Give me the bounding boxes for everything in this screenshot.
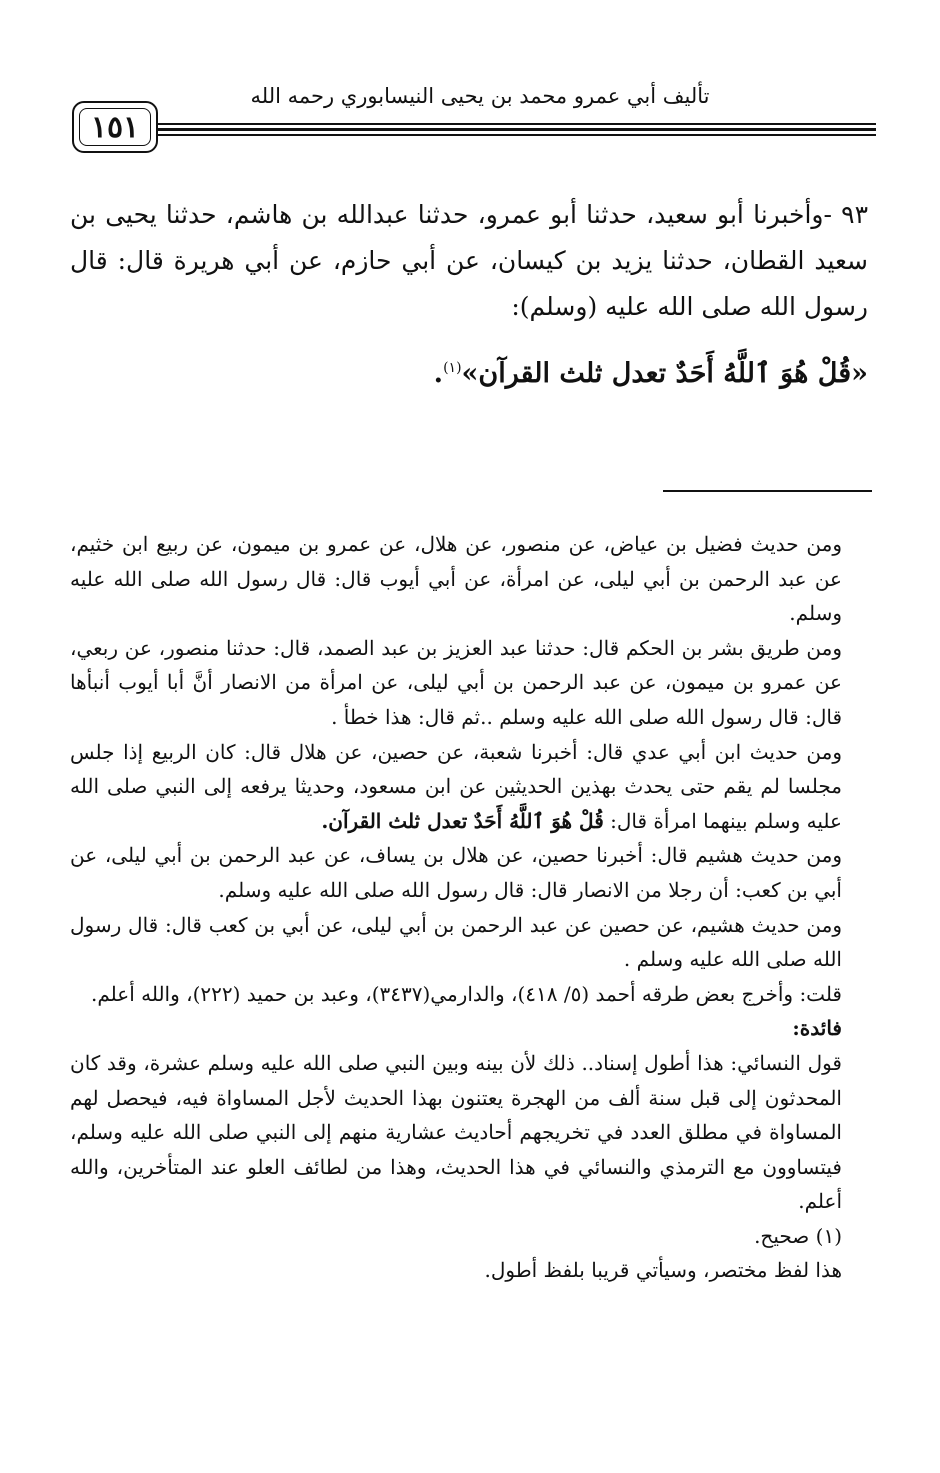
note-text: ومن حديث ابن أبي عدي قال: أخبرنا شعبة، عن حصين، عن هلال قال: كان الربيع إذا جلس مجلسا لم يقم حتى يحدث بهذين الحديثين عن ابن مسعود، وحديثا يرفعه إلى النبي صلى الله عليه وسلم بينهما امرأة قال: [70,739,842,833]
footnote-ref[interactable]: (١) [443,360,462,376]
note-paragraph: قول النسائي: هذا أطول إسناد.. ذلك لأن بينه وبين النبي صلى الله عليه وسلم عشرة، وقد كان المحدثون إلى قبل سنة ألف من الهجرة يعتنون بهذا الحديث لأجل المساواة فيه، فيحصل لهم المساواة في مطلق العدد في تخريجهم أحاديث عشارية منهم إلى النبي صلى الله عليه وسلم، فيتساوون مع الترمذي والنسائي في هذا الحديث، وهذا من لطائف العلو عند المتأخرين، والله أعلم. [70,1050,842,1214]
fawaid-heading: فائدة: [792,1016,842,1041]
note-paragraph: ومن حديث فضيل بن عياض، عن منصور، عن هلال، عن عمرو بن ميمون، عن ربيع ابن خثيم، عن عبد الرحمن بن أبي ليلى، عن امرأة، عن أبي أيوب قال: قال رسول الله صلى الله عليه وسلم. [70,532,842,626]
running-header-title: تأليف أبي عمرو محمد بن يحيى النيسابوري رحمه الله [250,84,710,108]
footnote-1-detail: هذا لفظ مختصر، وسيأتي قريبا بلفظ أطول. [484,1258,842,1283]
note-paragraph [70,735,842,839]
quote-text: تعدل ثلث القرآن» [461,358,667,389]
header-rule [150,134,876,136]
note-paragraph: ومن حديث هشيم قال: أخبرنا حصين، عن هلال بن يساف، عن عبد الرحمن بن أبي ليلى، عن أبي بن كعب: أن رجلا من الانصار قال: قال رسول الله صلى الله عليه وسلم. [70,843,842,902]
quote-end: . [433,358,444,389]
hadith-quote [168,358,868,389]
hadith-paragraph: ٩٣ -وأخبرنا أبو سعيد، حدثنا أبو عمرو، حدثنا عبدالله بن هاشم، حدثنا يحيى بن سعيد القطان، حدثنا يزيد بن كيسان، عن أبي حازم، عن أبي هريرة قال: قال رسول الله صلى الله عليه (وسلم): [70,200,868,321]
header-rule [150,123,876,125]
page-number: ١٥١ [90,109,140,145]
footnote-1: (١) صحيح. [754,1223,842,1248]
quran-verse: قُلْ هُوَ ٱللَّهُ أَحَدٌ [473,808,604,833]
footnotes [70,527,842,1288]
note-paragraph: ومن طريق بشر بن الحكم قال: حدثنا عبد العزيز بن عبد الصمد، قال: حدثنا منصور، عن ربعي، عن عمرو بن ميمون، عن عبد الرحمن بن أبي ليلى، عن امرأة من الانصار أنَّ أبا أيوب أنبأها قال: قال رسول الله صلى الله عليه وسلم ..ثم قال: هذا خطأ . [70,635,842,729]
note-text: تعدل ثلث القرآن. [321,808,468,833]
footnote-separator [663,490,872,492]
note-paragraph: قلت: وأخرج بعض طرقه أحمد (٥/ ٤١٨)، والدارمي(٣٤٣٧)، وعبد بن حميد (٢٢٢)، والله أعلم. [90,981,842,1006]
quran-verse: «قُلْ هُوَ ٱللَّهُ أَحَدٌ [675,358,868,389]
hadith-text [70,192,868,330]
page-number-frame [72,101,158,153]
note-paragraph: ومن حديث هشيم، عن حصين عن عبد الرحمن بن أبي ليلى، عن أبي بن كعب قال: قال رسول الله صلى الله عليه وسلم . [70,912,842,972]
header-rule [150,128,876,131]
